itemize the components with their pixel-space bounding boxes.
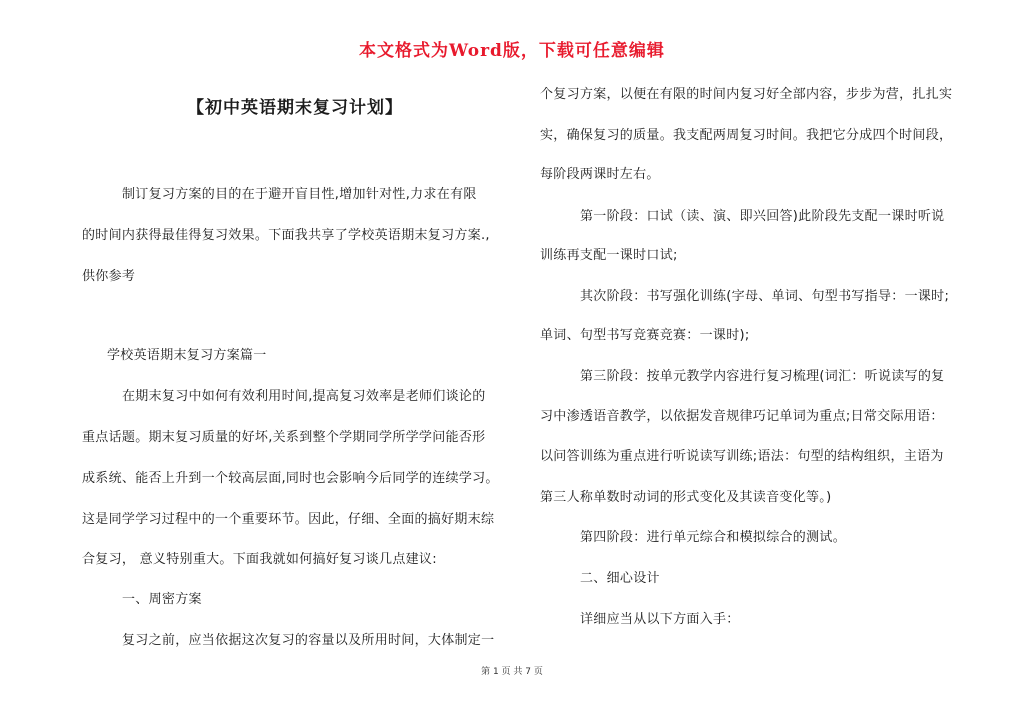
- paragraph-line: 第三阶段：按单元教学内容进行复习梳理(词汇：听说读写的复: [580, 369, 945, 384]
- paragraph-line: 重点话题。期末复习质量的好坏,关系到整个学期同学所学学问能否形: [82, 430, 486, 445]
- paragraph-line: 训练再支配一课时口试;: [540, 248, 678, 263]
- paragraph-line: 第三人称单数时动词的形式变化及其读音变化等。): [540, 490, 832, 505]
- paragraph-line: 第一阶段：口试（读、演、即兴回答)此阶段先支配一课时听说: [580, 209, 945, 224]
- paragraph-line: 第四阶段：进行单元综合和模拟综合的测试。: [580, 530, 847, 545]
- section-heading: 一、周密方案: [122, 592, 202, 607]
- paragraph-line: 制订复习方案的目的在于避开盲目性,增加针对性,力求在有限: [122, 187, 477, 202]
- paragraph-line: 习中渗透语音教学，以依据发音规律巧记单词为重点;日常交际用语：: [540, 409, 944, 424]
- paragraph-line: 以问答训练为重点进行听说读写训练;语法：句型的结构组织，主语为: [540, 449, 944, 464]
- paragraph-line: 这是同学学习过程中的一个重要环节。因此，仔细、全面的搞好期末综: [82, 512, 495, 527]
- paragraph-line: 每阶段两课时左右。: [540, 167, 660, 182]
- paragraph-line: 在期末复习中如何有效利用时间,提高复习效率是老师们谈论的: [122, 389, 486, 404]
- paragraph-line: 实，确保复习的质量。我支配两周复习时间。我把它分成四个时间段，: [540, 128, 953, 143]
- paragraph-line: 个复习方案，以便在有限的时间内复习好全部内容，步步为营，扎扎实: [540, 87, 953, 102]
- paragraph-line: 合复习， 意义特别重大。下面我就如何搞好复习谈几点建议:: [82, 552, 437, 567]
- paragraph-line: 供你参考: [82, 269, 136, 284]
- paragraph-line: 的时间内获得最佳得复习效果。下面我共享了学校英语期末复习方案.,: [82, 228, 490, 243]
- document-title: 【初中英语期末复习计划】: [187, 98, 403, 118]
- section-heading: 二、细心设计: [580, 571, 660, 586]
- word-format-banner: 本文格式为Word版，下载可任意编辑: [359, 41, 665, 61]
- paragraph-line: 单词、句型书写竞赛竞赛：一课时);: [540, 328, 750, 343]
- paragraph-line: 成系统、能否上升到一个较高层面,同时也会影响今后同学的连续学习。: [82, 471, 499, 486]
- paragraph-line: 复习之前，应当依据这次复习的容量以及所用时间，大体制定一: [122, 633, 495, 648]
- page-number-footer: 第 1 页 共 7 页: [481, 667, 543, 677]
- paragraph-line: 其次阶段：书写强化训练(字母、单词、句型书写指导：一课时;: [580, 289, 950, 304]
- section-heading: 学校英语期末复习方案篇一: [107, 348, 267, 363]
- paragraph-line: 详细应当从以下方面入手：: [580, 612, 740, 627]
